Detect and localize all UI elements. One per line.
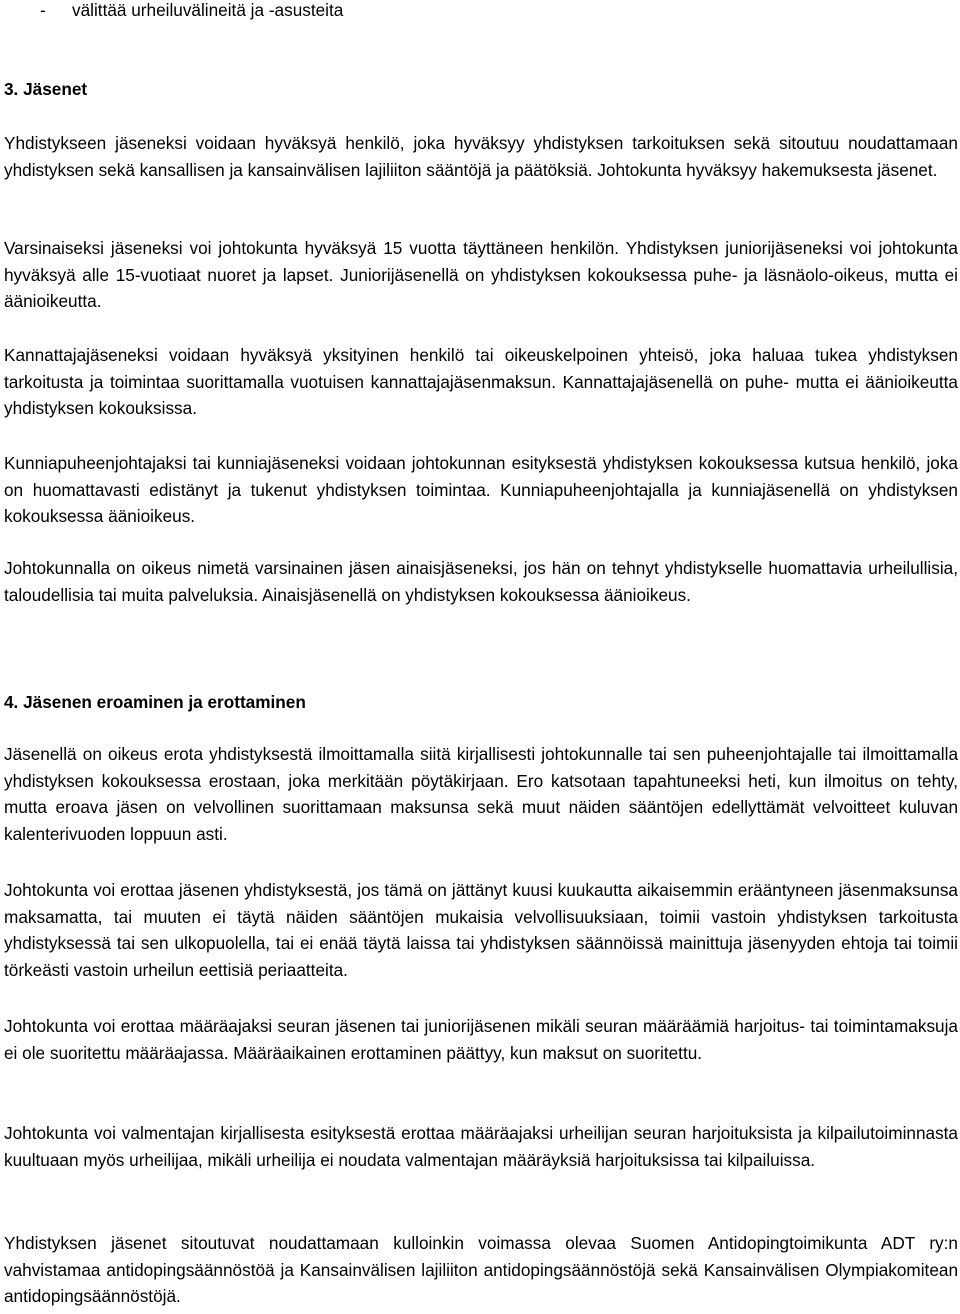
section-3-paragraph-3: Kannattajajäseneksi voidaan hyväksyä yksityinen henkilö tai oikeuskelpoinen yhteisö, joka haluaa tukea yhdistyksen tarkoitusta ja toimintaa suorittamalla vuotuisen kannattajajäsenmaksun. Kannattajajäsenellä on puhe- mutta ei äänioikeutta yhdistyksen kokouksissa. [4,345,958,419]
section-4-heading: 4. Jäsenen eroaminen ja erottaminen [4,692,306,712]
section-3-paragraph-5: Johtokunnalla on oikeus nimetä varsinainen jäsen ainaisjäseneksi, jos hän on tehnyt yhdistykselle huomattavia urheilullisia, taloudellisia tai muita palveluksia. Ainaisjäsenellä on yhdistyksen kokouksessa äänioikeus. [4,558,958,605]
bullet-dash: - [40,0,46,20]
section-3-paragraph-4: Kunniapuheenjohtajaksi tai kunniajäseneksi voidaan johtokunnan esityksestä yhdistyksen kokouksessa kutsua henkilö, joka on huomattavasti edistänyt ja tukenut yhdistyksen toimintaa. Kunniapuheenjohtajalla ja kunniajäsenellä on yhdistyksen kokouksessa äänioikeus. [4,453,958,527]
section-4-paragraph-5: Yhdistyksen jäsenet sitoutuvat noudattamaan kulloinkin voimassa olevaa Suomen Antidopingtoimikunta ADT ry:n vahvistamaa antidopingsäännöstöä ja Kansainvälisen lajiliiton antidopingsäännöstöjä sekä Kansainvälisen Olympiakomitean antidopingsäännöstöjä. [4,1233,958,1307]
section-3-paragraph-2: Varsinaiseksi jäseneksi voi johtokunta hyväksyä 15 vuotta täyttäneen henkilön. Yhdistyksen juniorijäseneksi voi johtokunta hyväksyä alle 15-vuotiaat nuoret ja lapset. Juniorijäsenellä on yhdistyksen kokouksessa puhe- ja läsnäolo-oikeus, mutta ei äänioikeutta. [4,238,958,312]
bullet-item [0,0,960,21]
bullet-text: välittää urheiluvälineitä ja -asusteita [72,0,344,20]
section-4-paragraph-3: Johtokunta voi erottaa määräajaksi seuran jäsenen tai juniorijäsenen mikäli seuran määräämiä harjoitus- tai toimintamaksuja ei ole suoritettu määräajassa. Määräaikainen erottaminen päättyy, kun maksut on suoritettu. [4,1016,958,1063]
section-4-paragraph-2: Johtokunta voi erottaa jäsenen yhdistyksestä, jos tämä on jättänyt kuusi kuukautta aikaisemmin erääntyneen jäsenmaksunsa maksamatta, tai muuten ei täytä näiden sääntöjen mukaisia velvollisuuksiaan, toimii vastoin yhdistyksen tarkoitusta yhdistyksessä tai sen ulkopuolella, tai ei enää täytä laissa tai yhdistyksen säännöissä mainittuja jäsenyyden ehtoja tai toimii törkeästi vastoin urheilun eettisiä periaatteita. [4,880,958,980]
section-4-paragraph-4: Johtokunta voi valmentajan kirjallisesta esityksestä erottaa määräajaksi urheilijan seuran harjoituksista ja kilpailutoiminnasta kuultuaan myös urheilijaa, mikäli urheilija ei noudata valmentajan määräyksiä harjoituksissa tai kilpailuissa. [4,1123,958,1170]
section-3-paragraph-1: Yhdistykseen jäseneksi voidaan hyväksyä henkilö, joka hyväksyy yhdistyksen tarkoituksen sekä sitoutuu noudattamaan yhdistyksen sekä kansallisen ja kansainvälisen lajiliiton sääntöjä ja päätöksiä. Johtokunta hyväksyy hakemuksesta jäsenet. [4,133,958,180]
section-4-paragraph-1: Jäsenellä on oikeus erota yhdistyksestä ilmoittamalla siitä kirjallisesti johtokunnalle tai sen puheenjohtajalle tai ilmoittamalla yhdistyksen kokouksessa erostaan, joka merkitään pöytäkirjaan. Ero katsotaan tapahtuneeksi heti, kun ilmoitus on tehty, mutta eroava jäsen on velvollinen suorittamaan maksunsa sekä muut näiden sääntöjen edellyttämät velvoitteet kuluvan kalenterivuoden loppuun asti. [4,744,958,844]
section-3-heading: 3. Jäsenet [4,79,88,99]
